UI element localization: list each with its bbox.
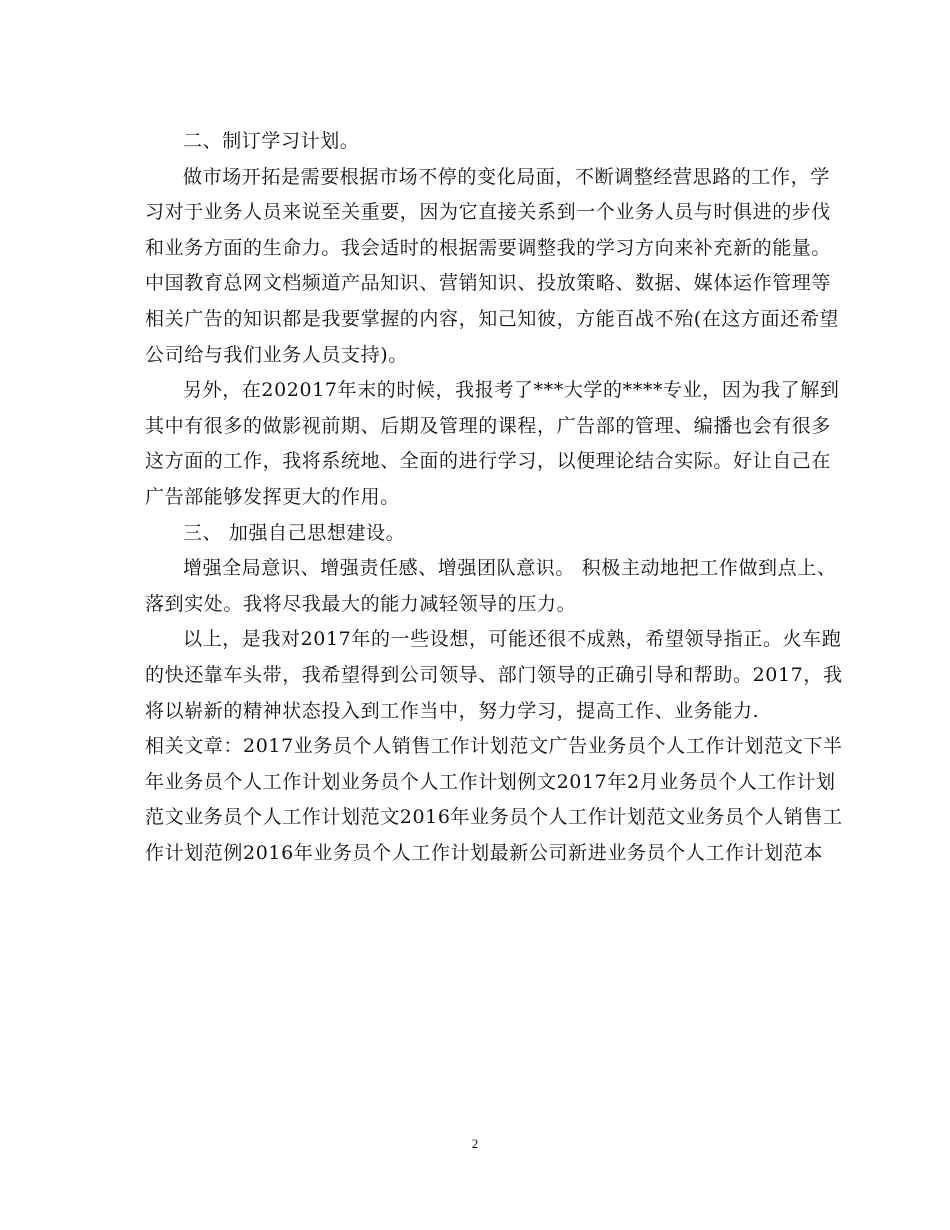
- text-line: 习对于业务人员来说至关重要，因为它直接关系到一个业务人员与时俱进的步伐: [145, 201, 832, 224]
- text-line: 和业务方面的生命力。我会适时的根据需要调整我的学习方向来补充新的能量。: [145, 236, 832, 259]
- text-line: 以上，是我对2017年的一些设想，可能还很不成熟，希望领导指正。火车跑: [183, 628, 842, 651]
- text-line: 公司给与我们业务人员支持)。: [145, 343, 408, 366]
- related-line: 相关文章：2017业务员个人销售工作计划范文广告业务员个人工作计划范文下半: [145, 735, 843, 758]
- section-heading-ideology: 三、 加强自己思想建设。: [183, 521, 406, 544]
- related-articles: [145, 729, 843, 871]
- text-line: 落到实处。我将尽我最大的能力减轻领导的压力。: [145, 592, 577, 615]
- text-line: 其中有很多的做影视前期、后期及管理的课程，广告部的管理、编播也会有很多: [145, 414, 832, 437]
- text-line: 增强全局意识、增强责任感、增强团队意识。 积极主动地把工作做到点上、: [183, 557, 837, 580]
- related-line: 范文业务员个人工作计划范文2016年业务员个人工作计划范文业务员个人销售工: [145, 806, 843, 829]
- text-line: 广告部能够发挥更大的作用。: [145, 485, 400, 508]
- paragraph-enrollment: [145, 373, 840, 515]
- text-line: 做市场开拓是需要根据市场不停的变化局面，不断调整经营思路的工作，学: [183, 165, 830, 188]
- related-line: 作计划范例2016年业务员个人工作计划最新公司新进业务员个人工作计划范本: [145, 841, 823, 864]
- text-line: 这方面的工作，我将系统地、全面的进行学习，以便理论结合实际。好让自己在: [145, 450, 832, 473]
- paragraph-market-study: [145, 160, 840, 374]
- document-body: [145, 124, 843, 871]
- text-line: 将以崭新的精神状态投入到工作当中，努力学习，提高工作、业务能力.: [145, 699, 760, 722]
- text-line: 另外，在202017年末的时候，我报考了***大学的****专业，因为我了解到: [183, 379, 840, 402]
- paragraph-conclusion: [145, 622, 843, 729]
- section-heading-study-plan: 二、制订学习计划。: [183, 130, 360, 152]
- text-line: 中国教育总网文档频道产品知识、营销知识、投放策略、数据、媒体运作管理等: [145, 272, 832, 295]
- text-line: 的快还靠车头带，我希望得到公司领导、部门领导的正确引导和帮助。2017，我: [145, 663, 843, 686]
- text-line: 相关广告的知识都是我要掌握的内容，知己知彼，方能百战不殆(在这方面还希望: [145, 307, 840, 330]
- paragraph-awareness: [145, 551, 837, 622]
- page-number: 2: [471, 1136, 479, 1151]
- related-line: 年业务员个人工作计划业务员个人工作计划例文2017年2月业务员个人工作计划: [145, 770, 836, 793]
